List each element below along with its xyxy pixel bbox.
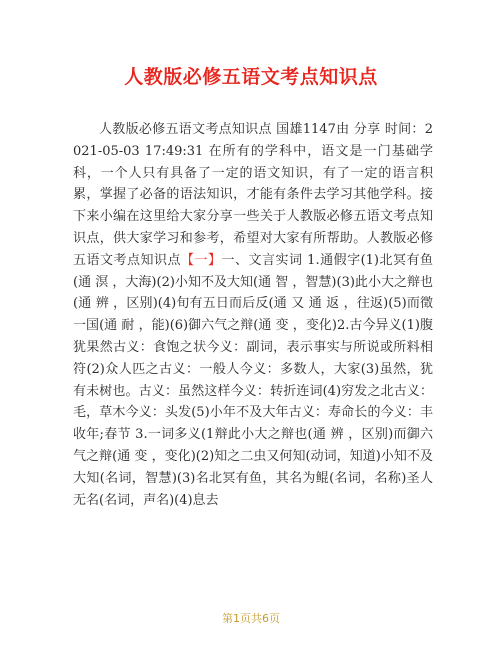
document-title: 人教版必修五语文考点知识点 — [124, 66, 378, 88]
page-number: 第1页共6页 — [222, 612, 280, 625]
document-body — [73, 119, 433, 511]
body-text-part1: 人教版必修五语文考点知识点 国雄1147由 分享 时间：2021-05-03 17:49:31 在所有的学科中，语文是一门基础学科，一个人只有具备了一定的语文知识，有了一定的语言积累，掌握了必备的语法知识，才能有条件去学习其他学科。接下来小编在这里给大家分享一些关于人教版必修五语文考点知识点，供大家学习和参考，希望对大家有所帮助。人教版必修五语文考点知识点 — [73, 122, 433, 268]
section-marker: 【一】 — [181, 252, 222, 268]
body-text-part2: 一、文言实词 1.通假字(1)北冥有鱼(通 溟 ，大海)(2)小知不及大知(通 智 ，智慧)(3)此小大之辩也(通 辨 ，区别)(4)旬有五日而后反(通 又 通 返 ，往返)(5)而徵一国(通 耐 ，能)(6)御六气之辩(通 变 ，变化)2.古今异义(1)腹犹果然古义：食饱之状今义：副词，表示事实与所说或所料相符(2)众人匹之古义：一般人今义：多数人，大家(3)虽然，犹有未树也。古义：虽然这样今义：转折连词(4)穷发之北古义：毛，草木今义：头发(5)小年不及大年古义：寿命长的今义：丰收年;春节 3.一词多义(1辩此小大之辩也(通 辨 ，区别)而御六气之辩(通 变 ，变化)(2)知之二虫又何知(动词，知道)小知不及大知(名词，智慧)(3)名北冥有鱼，其名为鲲(名词，名称)圣人无名(名词，声名)(4)息去 — [73, 252, 433, 508]
